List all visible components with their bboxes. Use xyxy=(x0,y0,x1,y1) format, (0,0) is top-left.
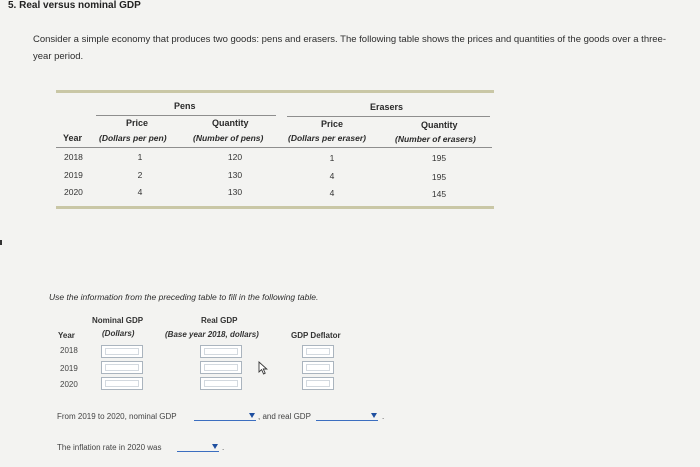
pens-group-rule xyxy=(96,115,276,116)
gdp-deflator-input-2018[interactable] xyxy=(302,345,334,358)
question-nominal-gdp-text: From 2019 to 2020, nominal GDP xyxy=(57,412,177,421)
col-header-gdp-deflator: GDP Deflator xyxy=(291,331,341,340)
question-real-gdp-text: , and real GDP xyxy=(258,412,311,421)
group-header-pens: Pens xyxy=(174,101,196,111)
col-unit-real-gdp: (Base year 2018, dollars) xyxy=(165,330,259,339)
col-unit-nominal-gdp: (Dollars) xyxy=(102,329,135,338)
erasers-group-rule xyxy=(287,116,490,117)
question-inflation-text: The inflation rate in 2020 was xyxy=(57,443,162,452)
row-pen-quantity: 120 xyxy=(227,152,243,162)
col-header-pen-quantity: Quantity xyxy=(212,118,249,128)
year-label: 2019 xyxy=(60,364,78,373)
col-unit-pen-price: (Dollars per pen) xyxy=(99,133,167,143)
year-label: 2020 xyxy=(60,380,78,389)
nominal-gdp-input-2020[interactable] xyxy=(101,377,143,390)
instruction-text: Use the information from the preceding table to fill in the following table. xyxy=(49,292,319,302)
group-header-erasers: Erasers xyxy=(370,102,404,112)
col-header-year: Year xyxy=(58,331,75,340)
row-eraser-quantity: 195 xyxy=(431,153,447,163)
real-gdp-input-2020[interactable] xyxy=(200,377,242,390)
gdp-deflator-input-2019[interactable] xyxy=(302,361,334,374)
question-period: . xyxy=(222,443,225,452)
inflation-rate-dropdown[interactable] xyxy=(177,441,219,452)
row-eraser-price: 4 xyxy=(329,188,335,198)
row-pen-price: 2 xyxy=(137,170,143,180)
row-year: 2018 xyxy=(64,152,83,162)
col-header-nominal-gdp: Nominal GDP xyxy=(92,316,144,325)
mouse-cursor-icon xyxy=(258,361,268,375)
row-year: 2019 xyxy=(64,170,83,180)
col-unit-eraser-price: (Dollars per eraser) xyxy=(288,133,366,143)
col-unit-eraser-quantity: (Number of erasers) xyxy=(395,134,476,144)
real-gdp-input-2018[interactable] xyxy=(200,345,242,358)
real-gdp-input-2019[interactable] xyxy=(200,361,242,374)
row-year: 2020 xyxy=(64,187,83,197)
row-eraser-price: 4 xyxy=(329,171,335,181)
table-bottom-rule xyxy=(56,206,494,209)
col-header-year: Year xyxy=(63,133,83,143)
nominal-gdp-input-2019[interactable] xyxy=(101,361,143,374)
row-pen-quantity: 130 xyxy=(227,187,243,197)
col-header-pen-price: Price xyxy=(126,118,149,128)
table-top-rule xyxy=(56,90,494,93)
row-eraser-price: 1 xyxy=(329,153,335,163)
question-period: . xyxy=(382,412,385,421)
year-label: 2018 xyxy=(60,346,78,355)
edge-marker xyxy=(0,240,2,245)
nominal-gdp-change-dropdown[interactable] xyxy=(194,410,256,421)
chevron-down-icon xyxy=(249,413,255,418)
problem-intro: Consider a simple economy that produces two goods: pens and erasers. The following table shows the prices and quantities of the goods over a three-year period. xyxy=(33,34,666,62)
real-gdp-change-dropdown[interactable] xyxy=(316,410,378,421)
problem-title: 5. Real versus nominal GDP xyxy=(8,0,141,11)
chevron-down-icon xyxy=(212,444,218,449)
row-pen-price: 1 xyxy=(137,152,143,162)
nominal-gdp-input-2018[interactable] xyxy=(101,345,143,358)
col-header-eraser-quantity: Quantity xyxy=(421,120,458,130)
row-pen-price: 4 xyxy=(137,187,143,197)
col-header-real-gdp: Real GDP xyxy=(201,316,238,325)
row-pen-quantity: 130 xyxy=(227,170,243,180)
header-rule xyxy=(56,147,492,148)
gdp-deflator-input-2020[interactable] xyxy=(302,377,334,390)
row-eraser-quantity: 195 xyxy=(431,172,447,182)
col-header-eraser-price: Price xyxy=(321,119,344,129)
chevron-down-icon xyxy=(371,413,377,418)
col-unit-pen-quantity: (Number of pens) xyxy=(193,133,264,143)
row-eraser-quantity: 145 xyxy=(431,189,447,199)
